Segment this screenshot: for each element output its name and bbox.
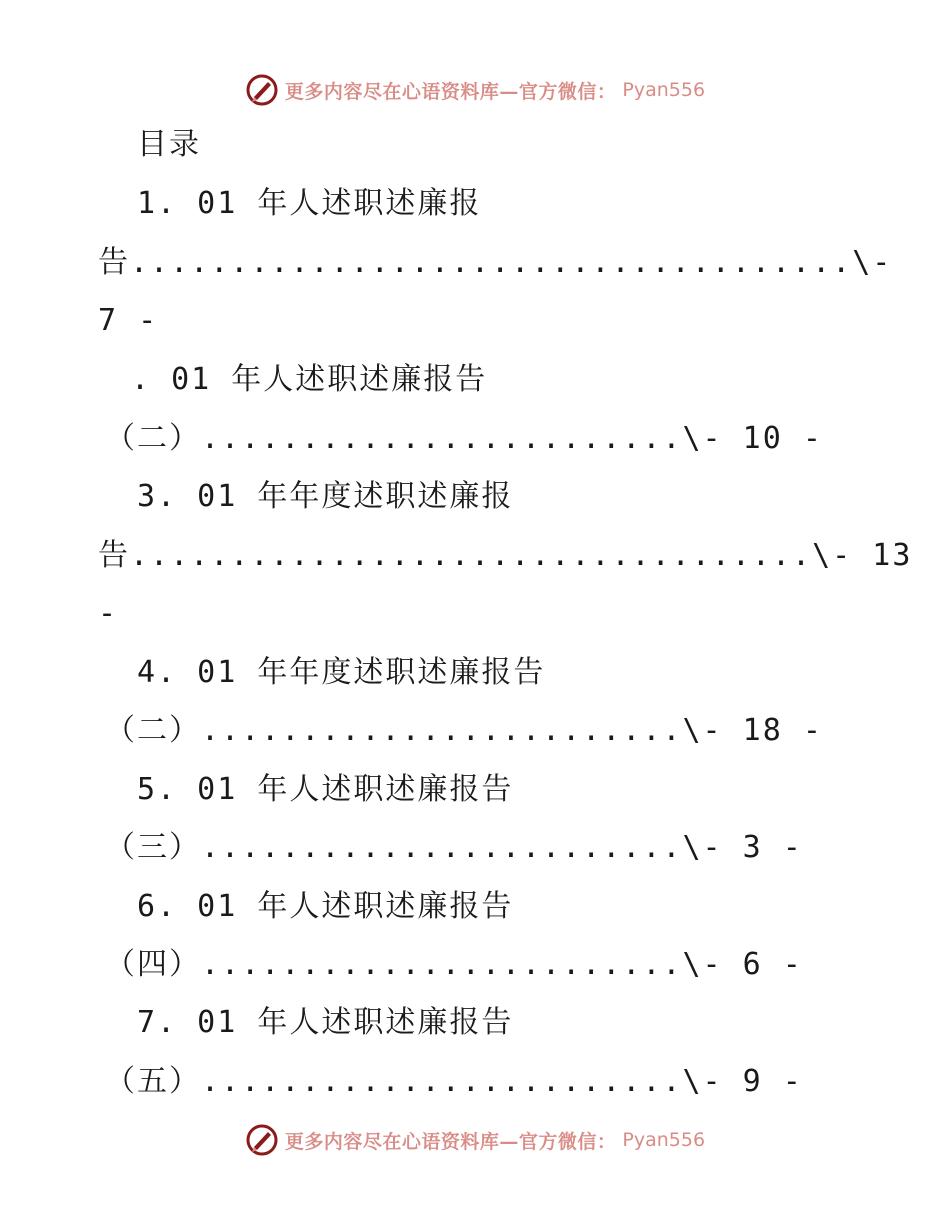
- toc-line: . 01 年人述职述廉报告: [131, 362, 488, 397]
- footer-banner: [0, 1120, 950, 1160]
- toc-line: （五）........................\- 9 -: [105, 1064, 803, 1099]
- toc-line: 5. 01 年人述职述廉报告: [137, 772, 514, 807]
- toc-line: 告..................................\- 13: [98, 538, 913, 573]
- pen-logo-icon: [245, 1123, 279, 1157]
- toc-line: 告....................................\-: [98, 245, 893, 280]
- toc-line: （三）........................\- 3 -: [105, 830, 803, 865]
- banner-wechat-id: Pyan556: [622, 79, 706, 101]
- pen-logo-icon: [245, 73, 279, 107]
- toc-line: 1. 01 年人述职述廉报: [137, 186, 482, 221]
- banner-text: 更多内容尽在心语资料库—官方微信：: [284, 1130, 617, 1153]
- toc-line: （二）........................\- 10 -: [105, 421, 823, 456]
- toc-line: （二）........................\- 18 -: [105, 713, 823, 748]
- banner-wechat-id: Pyan556: [622, 1129, 706, 1151]
- toc-line: （四）........................\- 6 -: [105, 947, 803, 982]
- toc-title: 目录: [137, 127, 201, 162]
- toc-line: 7 -: [98, 303, 159, 338]
- header-banner: [0, 70, 950, 110]
- toc-line: -: [98, 596, 119, 631]
- toc-line: 4. 01 年年度述职述廉报告: [137, 655, 546, 690]
- toc-line: 7. 01 年人述职述廉报告: [137, 1005, 514, 1040]
- toc-line: 3. 01 年年度述职述廉报: [137, 479, 514, 514]
- toc-line: 6. 01 年人述职述廉报告: [137, 889, 514, 924]
- banner-text: 更多内容尽在心语资料库—官方微信：: [284, 80, 617, 103]
